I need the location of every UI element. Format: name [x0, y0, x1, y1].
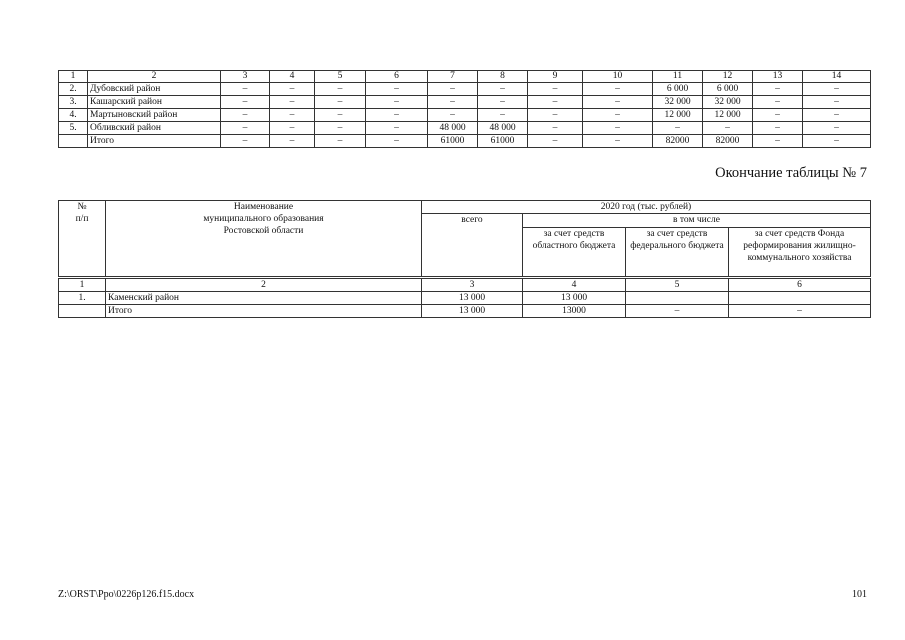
- row-fund: [729, 292, 871, 305]
- row-cell: –: [366, 109, 428, 122]
- row-cell: 12 000: [703, 109, 753, 122]
- row-cell: –: [803, 109, 871, 122]
- row-cell: –: [221, 83, 270, 96]
- row-cell: –: [583, 83, 653, 96]
- row-num: [59, 305, 106, 318]
- row-cell: 61000: [428, 135, 478, 148]
- row-total: 13 000: [422, 305, 523, 318]
- row-cell: –: [428, 83, 478, 96]
- row-cell: –: [653, 122, 703, 135]
- col-number: 13: [753, 71, 803, 83]
- row-cell: –: [315, 83, 366, 96]
- row-num: 4.: [59, 109, 88, 122]
- table-row: [59, 96, 871, 109]
- header-federal: за счет средств федерального бюджета: [626, 228, 729, 278]
- col-number: 4: [523, 278, 626, 292]
- table-row: [59, 83, 871, 96]
- row-cell: –: [270, 135, 315, 148]
- row-cell: 32 000: [703, 96, 753, 109]
- col-number: 3: [221, 71, 270, 83]
- row-total: 13 000: [422, 292, 523, 305]
- row-name: Итого: [106, 305, 422, 318]
- row-cell: –: [583, 135, 653, 148]
- row-cell: –: [315, 135, 366, 148]
- col-number: 2: [106, 278, 422, 292]
- row-cell: –: [803, 122, 871, 135]
- row-cell: 6 000: [653, 83, 703, 96]
- row-num: 3.: [59, 96, 88, 109]
- col-number: 6: [729, 278, 871, 292]
- table-row: [59, 109, 871, 122]
- row-federal: [626, 292, 729, 305]
- row-cell: 61000: [478, 135, 528, 148]
- col-number: 5: [315, 71, 366, 83]
- row-cell: –: [270, 83, 315, 96]
- row-cell: –: [366, 135, 428, 148]
- row-cell: 48 000: [428, 122, 478, 135]
- header-num-cell: [59, 201, 106, 278]
- header-name-line1: Наименование: [233, 202, 294, 212]
- table-lower: [58, 200, 871, 318]
- row-name: Итого: [88, 135, 221, 148]
- row-cell: –: [528, 83, 583, 96]
- row-cell: 82000: [653, 135, 703, 148]
- col-number: 14: [803, 71, 871, 83]
- header-regional: за счет средств областного бюджета: [523, 228, 626, 278]
- row-federal: –: [626, 305, 729, 318]
- row-cell: –: [221, 109, 270, 122]
- header-total: всего: [422, 214, 523, 278]
- table-row: [59, 135, 871, 148]
- row-cell: –: [315, 109, 366, 122]
- row-cell: –: [753, 83, 803, 96]
- col-number: 5: [626, 278, 729, 292]
- col-number: 8: [478, 71, 528, 83]
- row-fund: –: [729, 305, 871, 318]
- footer-file-path: Z:\ORST\Ppo\0226p126.f15.docx: [58, 589, 195, 600]
- row-cell: –: [270, 122, 315, 135]
- row-cell: –: [583, 122, 653, 135]
- row-cell: –: [478, 109, 528, 122]
- row-cell: 6 000: [703, 83, 753, 96]
- col-number: 7: [428, 71, 478, 83]
- row-cell: –: [803, 96, 871, 109]
- col-number: 9: [528, 71, 583, 83]
- row-cell: –: [221, 122, 270, 135]
- table-row: [59, 292, 871, 305]
- col-number: 11: [653, 71, 703, 83]
- table-row: [59, 305, 871, 318]
- row-cell: –: [753, 122, 803, 135]
- header-num: №: [77, 202, 87, 212]
- row-cell: –: [315, 96, 366, 109]
- header-name-line3: Ростовской области: [223, 226, 304, 236]
- row-cell: 12 000: [653, 109, 703, 122]
- page-number: 101: [852, 589, 867, 600]
- header-num-sub: п/п: [75, 214, 89, 224]
- continuation-title: Окончание таблицы № 7: [715, 165, 867, 181]
- row-cell: –: [803, 83, 871, 96]
- row-name: Каменский район: [106, 292, 422, 305]
- col-number: 1: [59, 71, 88, 83]
- row-cell: –: [753, 135, 803, 148]
- row-name: Мартыновский район: [88, 109, 221, 122]
- row-cell: –: [583, 96, 653, 109]
- row-cell: –: [528, 135, 583, 148]
- row-cell: –: [366, 83, 428, 96]
- col-number: 10: [583, 71, 653, 83]
- row-cell: –: [753, 96, 803, 109]
- row-regional: 13000: [523, 305, 626, 318]
- row-num: 5.: [59, 122, 88, 135]
- col-number: 12: [703, 71, 753, 83]
- header-fund: за счет средств Фонда реформирования жилищно-коммунального хозяйства: [729, 228, 871, 278]
- header-row-1: [59, 201, 871, 214]
- col-number: 6: [366, 71, 428, 83]
- row-cell: –: [315, 122, 366, 135]
- row-regional: 13 000: [523, 292, 626, 305]
- row-cell: –: [366, 96, 428, 109]
- row-cell: –: [478, 83, 528, 96]
- row-cell: –: [528, 109, 583, 122]
- row-cell: –: [270, 109, 315, 122]
- row-cell: –: [270, 96, 315, 109]
- row-cell: –: [583, 109, 653, 122]
- header-including: в том числе: [523, 214, 871, 228]
- column-numbers-row: [59, 71, 871, 83]
- col-number: 2: [88, 71, 221, 83]
- header-year: 2020 год (тыс. рублей): [422, 201, 871, 214]
- row-cell: –: [221, 135, 270, 148]
- header-name-cell: [106, 201, 422, 278]
- row-cell: –: [803, 135, 871, 148]
- row-cell: –: [703, 122, 753, 135]
- column-numbers-row: [59, 278, 871, 292]
- row-cell: –: [528, 122, 583, 135]
- row-cell: 48 000: [478, 122, 528, 135]
- col-number: 4: [270, 71, 315, 83]
- table-row: [59, 122, 871, 135]
- row-num: [59, 135, 88, 148]
- row-cell: 82000: [703, 135, 753, 148]
- table-upper: [58, 70, 871, 148]
- row-cell: 32 000: [653, 96, 703, 109]
- row-cell: –: [753, 109, 803, 122]
- row-cell: –: [428, 109, 478, 122]
- col-number: 3: [422, 278, 523, 292]
- row-cell: –: [428, 96, 478, 109]
- row-name: Кашарский район: [88, 96, 221, 109]
- col-number: 1: [59, 278, 106, 292]
- row-num: 2.: [59, 83, 88, 96]
- row-cell: –: [221, 96, 270, 109]
- row-num: 1.: [59, 292, 106, 305]
- row-name: Обливский район: [88, 122, 221, 135]
- row-cell: –: [478, 96, 528, 109]
- row-cell: –: [528, 96, 583, 109]
- header-name-line2: муниципального образования: [203, 214, 324, 224]
- row-name: Дубовский район: [88, 83, 221, 96]
- row-cell: –: [366, 122, 428, 135]
